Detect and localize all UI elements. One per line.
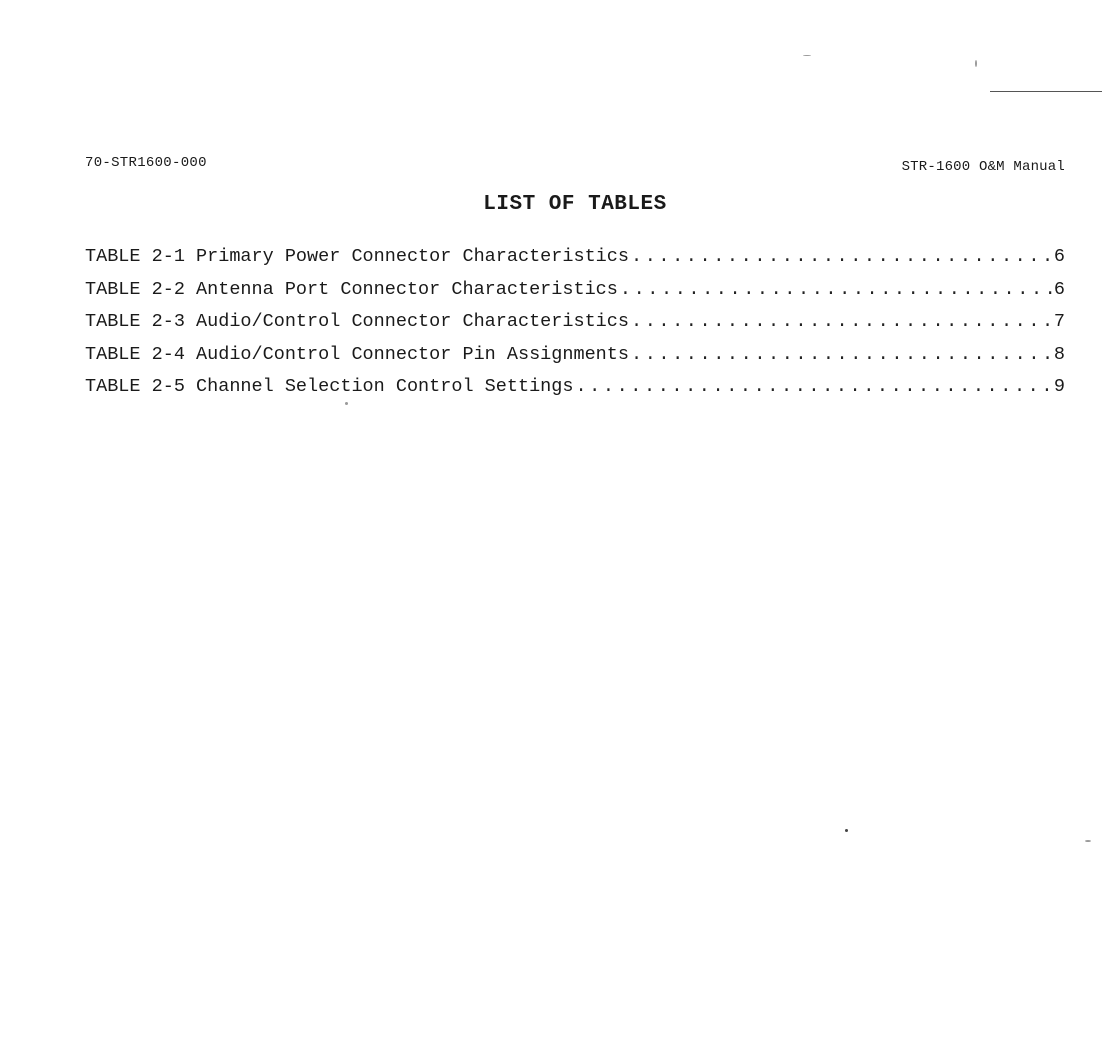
scan-speck — [845, 829, 848, 832]
toc-entry — [85, 246, 1065, 279]
toc-entry-label: TABLE 2-2 Antenna Port Connector Characteristics — [85, 278, 618, 300]
scan-speck — [1085, 840, 1091, 842]
dot-leader — [631, 311, 1052, 332]
toc-entry — [85, 279, 1065, 312]
toc-entry — [85, 311, 1065, 344]
toc-entry-page: 6 — [1053, 278, 1065, 300]
dot-leader — [620, 279, 1052, 300]
page-title: LIST OF TABLES — [483, 193, 667, 216]
list-of-tables — [85, 246, 1065, 409]
toc-entry-label: TABLE 2-1 Primary Power Connector Characteristics — [85, 246, 629, 267]
dot-leader — [631, 344, 1052, 365]
toc-entry-label: TABLE 2-5 Channel Selection Control Settings — [85, 376, 574, 398]
toc-entry-page: 7 — [1053, 311, 1065, 333]
toc-entry-page: 9 — [1053, 376, 1065, 398]
dot-leader — [631, 246, 1052, 267]
manual-title: STR-1600 O&M Manual — [901, 159, 1065, 175]
scan-speck — [975, 60, 977, 67]
scan-speck — [803, 55, 811, 56]
toc-entry-page: 8 — [1053, 343, 1065, 365]
toc-entry-label: TABLE 2-3 Audio/Control Connector Characteristics — [85, 311, 629, 333]
document-number: 70-STR1600-000 — [85, 155, 207, 171]
toc-entry — [85, 344, 1065, 377]
toc-entry-page: 6 — [1053, 246, 1065, 267]
toc-entry-label: TABLE 2-4 Audio/Control Connector Pin Assignments — [85, 343, 629, 365]
toc-entry — [85, 376, 1065, 409]
scan-speck — [345, 402, 348, 405]
scan-rule-line — [990, 91, 1102, 92]
dot-leader — [575, 376, 1051, 397]
